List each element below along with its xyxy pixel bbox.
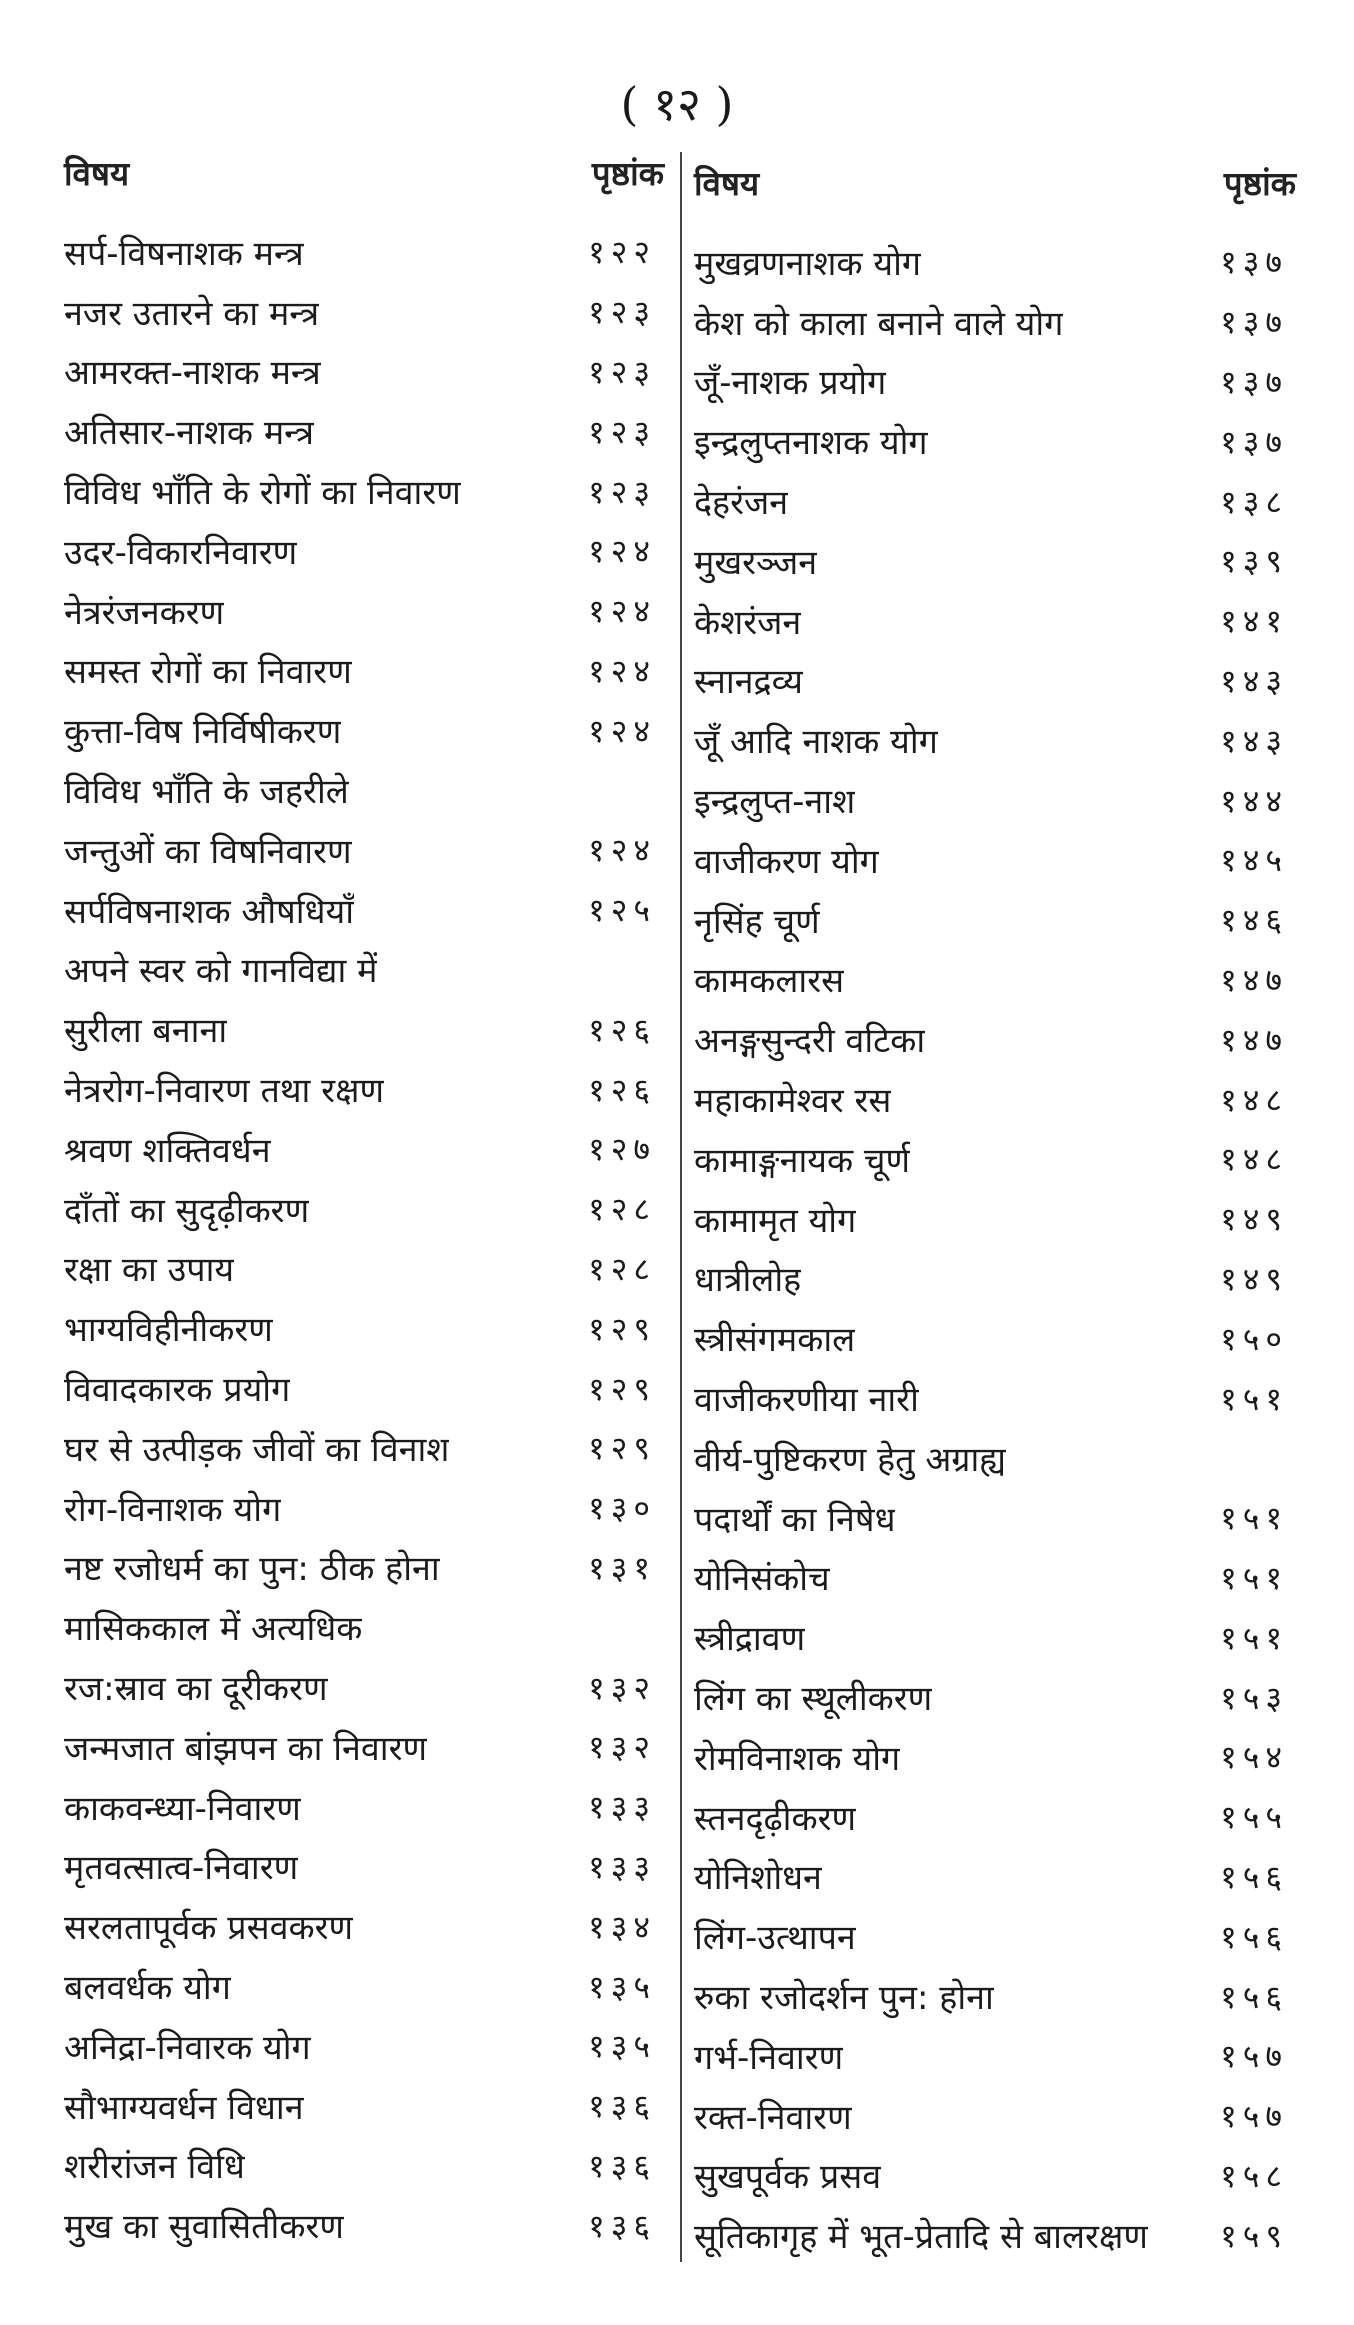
- entry-title: विविध भाँति के जहरीले: [64, 772, 349, 813]
- entry-page-number: १३७: [1220, 303, 1288, 342]
- entry-title: नजर उतारने का मन्त्र: [64, 293, 320, 334]
- toc-entry: [694, 1847, 1296, 1907]
- entry-title: देहरंजन: [694, 483, 789, 524]
- toc-entry: [64, 1956, 664, 2016]
- entry-title: स्नानद्रव्य: [694, 662, 803, 703]
- toc-entry: [694, 2086, 1296, 2146]
- entry-title: शरीरांजन विधि: [64, 2147, 245, 2188]
- toc-entry: [64, 521, 664, 581]
- entry-page-number: १५७: [1220, 2097, 1288, 2136]
- toc-entry: [694, 1966, 1296, 2026]
- entry-page-number: १५१: [1220, 1558, 1288, 1597]
- toc-entry: [64, 1059, 664, 1119]
- toc-entry: [64, 1179, 664, 1239]
- entry-page-number: १२४: [588, 651, 656, 690]
- entry-title: जूँ आदि नाशक योग: [694, 722, 938, 763]
- page-number: ( १२ ): [620, 77, 734, 131]
- entry-page-number: १५९: [1220, 2216, 1288, 2255]
- page-heading: पृष्ठांक: [1223, 164, 1296, 203]
- toc-entry: [694, 1189, 1296, 1249]
- toc-entry: [64, 1538, 664, 1598]
- entry-title: वाजीकरण योग: [694, 841, 879, 882]
- entry-title: कामकलारस: [694, 961, 845, 1002]
- entry-page-number: १३६: [588, 2206, 656, 2245]
- entry-title: नेत्ररंजनकरण: [64, 592, 225, 633]
- subject-heading: विषय: [694, 164, 760, 203]
- toc-entry: [64, 401, 664, 461]
- entry-page-number: १४७: [1220, 960, 1288, 999]
- subject-heading: विषय: [64, 154, 130, 193]
- entry-page-number: १२९: [588, 1429, 656, 1468]
- entry-title: रोग-विनाशक योग: [64, 1489, 282, 1530]
- entry-page-number: १२३: [588, 352, 656, 391]
- entry-page-number: १३२: [588, 1728, 656, 1767]
- entry-title: योनिशोधन: [694, 1858, 822, 1899]
- entry-page-number: १३७: [1220, 362, 1288, 401]
- column-divider: [680, 152, 682, 2262]
- toc-entry: [694, 770, 1296, 830]
- entry-title: मृतवत्सात्व-निवारण: [64, 1848, 299, 1889]
- entry-title: समस्त रोगों का निवारण: [64, 652, 352, 693]
- entry-title: मुख का सुवासितीकरण: [64, 2207, 344, 2248]
- right-column: [694, 150, 1296, 2265]
- entry-page-number: १५६: [1220, 1917, 1288, 1956]
- entry-title: वीर्य-पुष्टिकरण हेतु अग्राह्य: [694, 1439, 1007, 1480]
- toc-entry: [64, 282, 664, 342]
- entry-title: रुका रजोदर्शन पुन: होना: [694, 1978, 994, 2018]
- entry-title: अनङ्गसुन्दरी वटिका: [694, 1021, 926, 1062]
- entry-page-number: १४३: [1220, 661, 1288, 700]
- entry-page-number: १२३: [588, 293, 656, 332]
- toc-entry: [64, 581, 664, 641]
- toc-entry: [694, 710, 1296, 770]
- toc-entry: [694, 1129, 1296, 1189]
- entry-title: अपने स्वर को गानविद्या में: [64, 951, 378, 992]
- entry-page-number: १३०: [588, 1489, 656, 1528]
- entry-title: आमरक्त-नाशक मन्त्र: [64, 353, 321, 394]
- entry-title: कामाङ्गनायक चूर्ण: [694, 1140, 911, 1181]
- entry-page-number: १३७: [1220, 422, 1288, 461]
- entry-page-number: १५१: [1220, 1379, 1288, 1418]
- toc-entry: [64, 1418, 664, 1478]
- entry-title: स्त्रीद्रावण: [694, 1619, 806, 1660]
- entry-title: विविध भाँति के रोगों का निवारण: [64, 473, 461, 514]
- entry-page-number: १३६: [588, 2146, 656, 2185]
- entry-title: जन्तुओं का विषनिवारण: [64, 831, 352, 872]
- entry-title: जन्मजात बांझपन का निवारण: [64, 1728, 428, 1769]
- entry-page-number: १२६: [588, 1070, 656, 1109]
- entry-page-number: १४५: [1220, 841, 1288, 880]
- entry-page-number: १५८: [1220, 2156, 1288, 2195]
- toc-entry: [694, 292, 1296, 352]
- entry-page-number: १३६: [588, 2087, 656, 2126]
- toc-entry: [694, 1488, 1296, 1548]
- toc-entry: [694, 890, 1296, 950]
- entry-page-number: १२४: [588, 592, 656, 631]
- entry-title: योनिसंकोच: [694, 1559, 830, 1600]
- entry-title: रक्त-निवारण: [694, 2097, 852, 2138]
- entry-page-number: १५६: [1220, 1977, 1288, 2016]
- right-column-header: [694, 150, 1296, 232]
- toc-entry: [694, 1009, 1296, 1069]
- toc-entry: [64, 1777, 664, 1837]
- entry-title: घर से उत्पीड़क जीवों का विनाश: [64, 1429, 450, 1470]
- toc-entry: [64, 820, 664, 880]
- entry-page-number: १५०: [1220, 1319, 1288, 1358]
- entry-page-number: १४८: [1220, 1080, 1288, 1119]
- entry-title: मुखव्रणनाशक योग: [694, 243, 922, 284]
- toc-entry: [694, 591, 1296, 651]
- entry-title: केशरंजन: [694, 602, 802, 643]
- entry-page-number: १२४: [588, 711, 656, 750]
- toc-entry: [694, 1906, 1296, 1966]
- entry-page-number: १३८: [1220, 482, 1288, 521]
- toc-entry: [694, 1428, 1296, 1488]
- entry-page-number: १४१: [1220, 602, 1288, 641]
- toc-entry: [64, 880, 664, 940]
- page-heading: पृष्ठांक: [591, 154, 664, 193]
- toc-entry: [694, 830, 1296, 890]
- toc-entry: [64, 641, 664, 701]
- toc-entry: [64, 700, 664, 760]
- toc-entry: [64, 1298, 664, 1358]
- entry-title: सर्प-विषनाशक मन्त्र: [64, 233, 304, 274]
- entry-title: दाँतों का सुदृढ़ीकरण: [64, 1190, 310, 1231]
- entry-title: सूतिकागृह में भूत-प्रेतादि से बालरक्षण: [694, 2217, 1148, 2258]
- entry-title: भाग्यविहीनीकरण: [64, 1310, 273, 1351]
- toc-entry: [694, 1787, 1296, 1847]
- toc-entry: [64, 461, 664, 521]
- entry-page-number: १३७: [1220, 243, 1288, 282]
- entry-title: पदार्थों का निषेध: [694, 1499, 896, 1540]
- entry-title: जूँ-नाशक प्रयोग: [694, 363, 887, 404]
- toc-entry: [694, 352, 1296, 412]
- toc-entry: [64, 2195, 664, 2255]
- entry-page-number: १४४: [1220, 781, 1288, 820]
- entry-title: रोमविनाशक योग: [694, 1738, 901, 1779]
- entry-title: नेत्ररोग-निवारण तथा रक्षण: [64, 1071, 385, 1112]
- toc-entry: [64, 2016, 664, 2076]
- entry-title: स्त्रीसंगमकाल: [694, 1320, 856, 1361]
- entry-page-number: १२२: [588, 233, 656, 272]
- entry-page-number: १२८: [588, 1190, 656, 1229]
- entry-page-number: १२५: [588, 891, 656, 930]
- entry-page-number: १२९: [588, 1369, 656, 1408]
- toc-entry: [694, 950, 1296, 1010]
- entry-title: महाकामेश्वर रस: [694, 1081, 892, 1122]
- entry-page-number: १३२: [588, 1668, 656, 1707]
- entry-page-number: १२३: [588, 412, 656, 451]
- entry-page-number: १३९: [1220, 542, 1288, 581]
- toc-entry: [694, 1667, 1296, 1727]
- entry-page-number: १५५: [1220, 1798, 1288, 1837]
- left-column: [64, 150, 664, 2255]
- entry-title: सर्पविषनाशक औषधियाँ: [64, 891, 355, 932]
- toc-entry: [694, 471, 1296, 531]
- toc-entry: [64, 1837, 664, 1897]
- toc-entry: [64, 999, 664, 1059]
- entry-page-number: १२७: [588, 1130, 656, 1169]
- entry-page-number: १५१: [1220, 1618, 1288, 1657]
- toc-entry: [64, 1119, 664, 1179]
- toc-entry: [694, 1368, 1296, 1428]
- entry-title: रज:स्राव का दूरीकरण: [64, 1669, 328, 1710]
- toc-entry: [694, 1607, 1296, 1667]
- toc-entry: [64, 1717, 664, 1777]
- entry-page-number: १५३: [1220, 1678, 1288, 1717]
- toc-entry: [64, 1239, 664, 1299]
- entry-page-number: १५७: [1220, 2037, 1288, 2076]
- toc-entry: [64, 1657, 664, 1717]
- entry-title: गर्भ-निवारण: [694, 2037, 844, 2078]
- entry-page-number: १२६: [588, 1010, 656, 1049]
- toc-entry: [694, 1069, 1296, 1129]
- toc-entry: [64, 2076, 664, 2136]
- entry-title: इन्द्रलुप्तनाशक योग: [694, 423, 928, 464]
- entry-title: इन्द्रलुप्त-नाश: [694, 782, 856, 823]
- toc-entry: [694, 411, 1296, 471]
- entry-title: नृसिंह चूर्ण: [694, 901, 820, 942]
- entry-title: कामामृत योग: [694, 1200, 857, 1241]
- entry-title: सौभाग्यवर्धन विधान: [64, 2087, 304, 2128]
- entry-title: वाजीकरणीया नारी: [694, 1380, 919, 1421]
- toc-entry: [64, 940, 664, 1000]
- toc-entry: [64, 1478, 664, 1538]
- entry-title: काकवन्ध्या-निवारण: [64, 1788, 301, 1829]
- entry-page-number: १५१: [1220, 1499, 1288, 1538]
- entry-title: सरलतापूर्वक प्रसवकरण: [64, 1908, 354, 1949]
- entry-page-number: १३५: [588, 1967, 656, 2006]
- entry-title: श्रवण शक्तिवर्धन: [64, 1130, 271, 1171]
- toc-entry: [694, 2026, 1296, 2086]
- toc-entry: [694, 232, 1296, 292]
- left-entry-list: [64, 222, 664, 2255]
- entry-page-number: १३५: [588, 2027, 656, 2066]
- entry-title: नष्ट रजोधर्म का पुन: ठीक होना: [64, 1549, 440, 1590]
- entry-page-number: १४९: [1220, 1259, 1288, 1298]
- entry-page-number: १३४: [588, 1907, 656, 1946]
- toc-entry: [64, 342, 664, 402]
- entry-title: बलवर्धक योग: [64, 1968, 231, 2008]
- toc-entry: [694, 651, 1296, 711]
- entry-page-number: १५४: [1220, 1738, 1288, 1777]
- toc-entry: [64, 2136, 664, 2196]
- toc-entry: [694, 2146, 1296, 2206]
- toc-entry: [64, 1597, 664, 1657]
- entry-title: अनिद्रा-निवारक योग: [64, 2027, 311, 2068]
- entry-title: विवादकारक प्रयोग: [64, 1370, 291, 1411]
- toc-entry: [694, 2205, 1296, 2265]
- left-column-header: [64, 150, 664, 222]
- entry-title: स्तनदृढ़ीकरण: [694, 1798, 857, 1839]
- entry-title: मासिककाल में अत्यधिक: [64, 1609, 363, 1650]
- entry-page-number: १३३: [588, 1788, 656, 1827]
- entry-page-number: १५६: [1220, 1857, 1288, 1896]
- entry-page-number: १४८: [1220, 1140, 1288, 1179]
- entry-title: अतिसार-नाशक मन्त्र: [64, 413, 314, 454]
- toc-entry: [64, 222, 664, 282]
- entry-page-number: १२८: [588, 1249, 656, 1288]
- entry-page-number: १३१: [588, 1548, 656, 1587]
- entry-title: लिंग-उत्थापन: [694, 1918, 856, 1959]
- toc-entry: [694, 1727, 1296, 1787]
- toc-entry: [694, 1548, 1296, 1608]
- entry-title: रक्षा का उपाय: [64, 1250, 235, 1291]
- entry-page-number: १२९: [588, 1309, 656, 1348]
- entry-page-number: १४३: [1220, 721, 1288, 760]
- entry-page-number: १४९: [1220, 1200, 1288, 1239]
- entry-title: मुखरञ्जन: [694, 542, 818, 583]
- entry-title: लिंग का स्थूलीकरण: [694, 1679, 933, 1720]
- entry-page-number: १४६: [1220, 901, 1288, 940]
- right-entry-list: [694, 232, 1296, 2265]
- toc-entry: [64, 1358, 664, 1418]
- entry-page-number: १२४: [588, 532, 656, 571]
- entry-title: उदर-विकारनिवारण: [64, 532, 298, 573]
- toc-entry: [64, 1896, 664, 1956]
- entry-title: धात्रीलोह: [694, 1260, 802, 1301]
- entry-page-number: १३३: [588, 1847, 656, 1886]
- entry-title: केश को काला बनाने वाले योग: [694, 303, 1064, 344]
- entry-page-number: १४७: [1220, 1020, 1288, 1059]
- toc-entry: [694, 1308, 1296, 1368]
- entry-page-number: १२३: [588, 472, 656, 511]
- toc-entry: [694, 1249, 1296, 1309]
- toc-entry: [694, 531, 1296, 591]
- entry-page-number: १२४: [588, 831, 656, 870]
- toc-entry: [64, 760, 664, 820]
- entry-title: सुखपूर्वक प्रसव: [694, 2157, 882, 2198]
- entry-title: सुरीला बनाना: [64, 1011, 228, 1052]
- entry-title: कुत्ता-विष निर्विषीकरण: [64, 712, 342, 753]
